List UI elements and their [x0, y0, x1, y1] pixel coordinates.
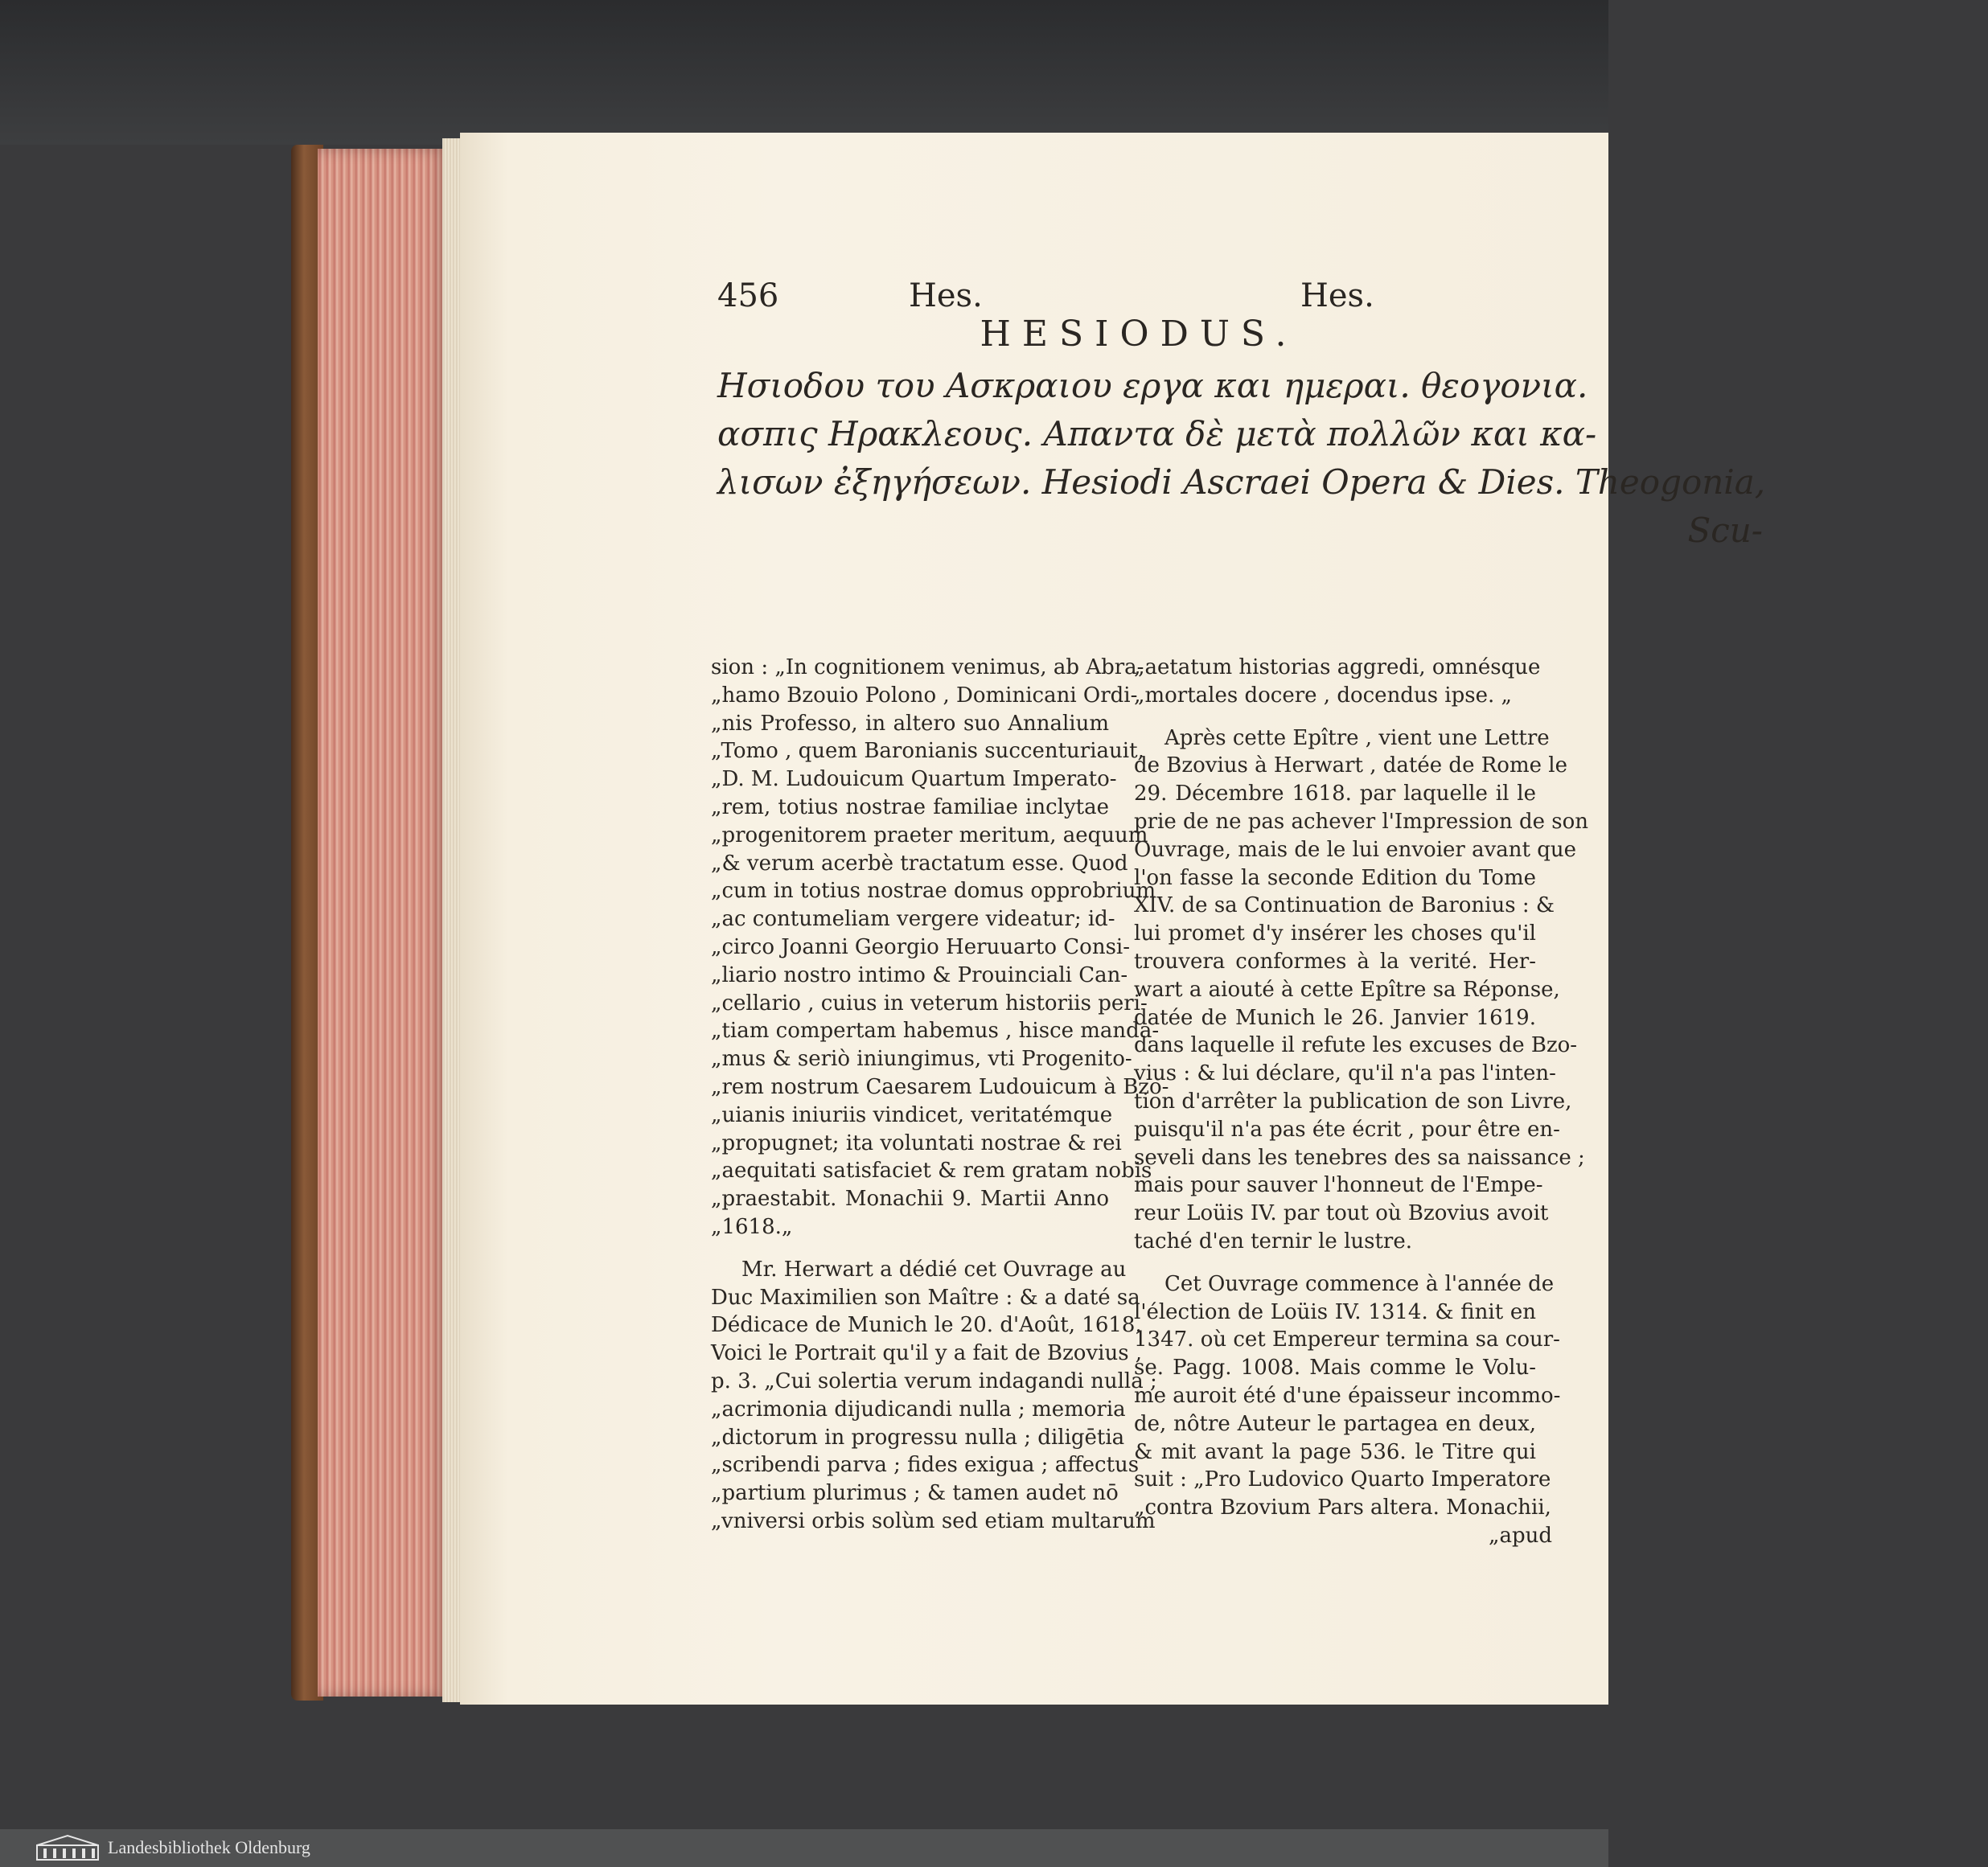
- text-line: „rem nostrum Caesarem Ludouicum à Bzo-: [711, 1074, 1169, 1099]
- text-line: vius : & lui déclare, qu'il n'a pas l'inten-: [1134, 1061, 1556, 1086]
- text-line: „Tomo , quem Baronianis succenturiauit,: [711, 739, 1144, 764]
- text-line: „hamo Bzouio Polono , Dominicani Ordi-: [711, 683, 1138, 708]
- greek-line: Ησιοδου του Ασκραιου εργα και ημεραι. θεογονια.: [717, 366, 1588, 405]
- text-line: „acrimonia dijudicandi nulla ; memoria: [711, 1397, 1126, 1422]
- text-line: „ac contumeliam vergere videatur; id-: [711, 907, 1115, 932]
- text-line: de, nôtre Auteur le partagea en deux,: [1134, 1411, 1536, 1436]
- text-line: seveli dans les tenebres des sa naissance ;: [1134, 1145, 1585, 1170]
- text-line: & mit avant la page 536. le Titre qui: [1134, 1439, 1536, 1464]
- text-line: reur Loüis IV. par tout où Bzovius avoit: [1134, 1201, 1549, 1226]
- right-column: [1134, 654, 1588, 1550]
- text-line: „nis Professo, in altero suo Annalium: [711, 711, 1109, 736]
- text-line: „propugnet; ita voluntati nostrae & rei: [711, 1130, 1122, 1155]
- text-line: mais pour sauver l'honneut de l'Empe-: [1134, 1173, 1543, 1198]
- text-line: „tiam compertam habemus , hisce manda-: [711, 1019, 1160, 1044]
- library-name: Landesbibliothek Oldenburg: [108, 1837, 310, 1857]
- text-line: 29. Décembre 1618. par laquelle il le: [1134, 782, 1536, 806]
- right-paragraph-1: [1134, 654, 1552, 710]
- text-line: me auroit été d'une épaisseur incommo-: [1134, 1383, 1561, 1408]
- text-line: „rem, totius nostrae familiae inclytae: [711, 794, 1109, 819]
- text-line: Voici le Portrait qu'il y a fait de Bzovius ,: [711, 1341, 1143, 1366]
- catchword: Scu-: [1687, 511, 1763, 550]
- text-line: „vniversi orbis solùm sed etiam multarum: [711, 1508, 1156, 1533]
- text-line: „mortales docere , docendus ipse. „: [1134, 683, 1512, 708]
- text-line: „circo Joanni Georgio Heruuarto Consi-: [711, 934, 1131, 959]
- running-header-left: Hes.: [909, 277, 983, 314]
- text-line: sion : „In cognitionem venimus, ab Abra-: [711, 655, 1144, 679]
- text-line: prie de ne pas achever l'Impression de son: [1134, 809, 1588, 834]
- text-line: „progenitorem praeter meritum, aequum: [711, 823, 1148, 847]
- text-line: „1618.„: [711, 1214, 793, 1239]
- text-line: „cum in totius nostrae domus opprobrium: [711, 879, 1156, 904]
- text-line: „partium plurimus ; & tamen audet nō: [711, 1481, 1119, 1506]
- text-line: datée de Munich le 26. Janvier 1619.: [1134, 1005, 1536, 1030]
- running-header-right: Hes.: [1300, 277, 1374, 314]
- text-line: „cellario , cuius in veterum historiis peri-: [711, 991, 1148, 1016]
- text-line: „praestabit. Monachii 9. Martii Anno: [711, 1187, 1109, 1212]
- text-line: Dédicace de Munich le 20. d'Août, 1618.: [711, 1313, 1142, 1338]
- text-line: l'élection de Loüis IV. 1314. & finit en: [1134, 1299, 1536, 1324]
- text-line: „& verum acerbè tractatum esse. Quod: [711, 851, 1128, 876]
- page-number: 456: [717, 277, 779, 314]
- text-line: Après cette Epître , vient une Lettre: [1164, 725, 1550, 750]
- text-line: p. 3. „Cui solertia verum indagandi nulla ;: [711, 1368, 1157, 1393]
- right-paragraph-2: [1134, 724, 1588, 1256]
- text-line: „aequitati satisfaciet & rem gratam nobis: [711, 1159, 1152, 1184]
- text-line: „liario nostro intimo & Prouinciali Can-: [711, 962, 1128, 987]
- text-line: „D. M. Ludouicum Quartum Imperato-: [711, 767, 1117, 792]
- text-line: tion d'arrêter la publication de son Livre,: [1134, 1089, 1572, 1114]
- greek-line: λισων ἐξηγήσεων. Hesiodi Ascraei Opera & Dies. Theogonia,: [717, 462, 1766, 502]
- right-paragraph-3: [1134, 1270, 1561, 1522]
- text-line: dans laquelle il refute les excuses de Bzo-: [1134, 1033, 1578, 1058]
- text-line: lui promet d'y insérer les choses qu'il: [1134, 921, 1536, 946]
- dark-background: [0, 0, 1608, 145]
- text-line: wart a aiouté à cette Epître sa Réponse,: [1134, 977, 1560, 1002]
- red-page-edge: [318, 149, 448, 1697]
- text-line: „scribendi parva ; fides exigua ; affectus: [711, 1453, 1140, 1478]
- greek-line: ασπις Ηρακλεους. Απαντα δὲ μετὰ πολλῶν και κα-: [717, 414, 1597, 453]
- text-line: suit : „Pro Ludovico Quarto Imperatore: [1134, 1467, 1551, 1492]
- text-line: l'on fasse la seconde Edition du Tome: [1134, 865, 1536, 890]
- text-line: „mus & seriò iniungimus, vti Progenito-: [711, 1047, 1132, 1072]
- text-line: Mr. Herwart a dédié cet Ouvrage au: [741, 1257, 1127, 1282]
- book-page: [460, 133, 1766, 1705]
- catchword: „apud: [1488, 1523, 1552, 1548]
- text-line: puisqu'il n'a pas éte écrit , pour être en-: [1134, 1117, 1560, 1142]
- page-title: HESIODUS.: [980, 314, 1298, 355]
- text-line: se. Pagg. 1008. Mais comme le Volu-: [1134, 1356, 1536, 1381]
- greek-title-block: [717, 362, 1988, 555]
- text-line: „aetatum historias aggredi, omnésque: [1134, 655, 1541, 679]
- footer-bar: [0, 1829, 1608, 1867]
- text-line: 1347. où cet Empereur termina sa cour-: [1134, 1327, 1560, 1352]
- text-line: „dictorum in progressu nulla ; diligētia: [711, 1425, 1125, 1450]
- library-logo-icon: [35, 1834, 100, 1861]
- text-line: „uianis iniuriis vindicet, veritatémque: [711, 1102, 1113, 1127]
- text-line: Ouvrage, mais de le lui envoier avant que: [1134, 837, 1577, 862]
- text-line: XIV. de sa Continuation de Baronius : &: [1134, 893, 1555, 918]
- text-line: de Bzovius à Herwart , datée de Rome le: [1134, 753, 1567, 778]
- text-line: trouvera conformes à la verité. Her-: [1134, 949, 1536, 974]
- text-line: taché d'en ternir le lustre.: [1134, 1229, 1413, 1254]
- text-line: Duc Maximilien son Maître : & a daté sa: [711, 1285, 1140, 1310]
- text-line: Cet Ouvrage commence à l'année de: [1164, 1271, 1555, 1296]
- text-line: „contra Bzovium Pars altera. Monachii,: [1134, 1496, 1551, 1520]
